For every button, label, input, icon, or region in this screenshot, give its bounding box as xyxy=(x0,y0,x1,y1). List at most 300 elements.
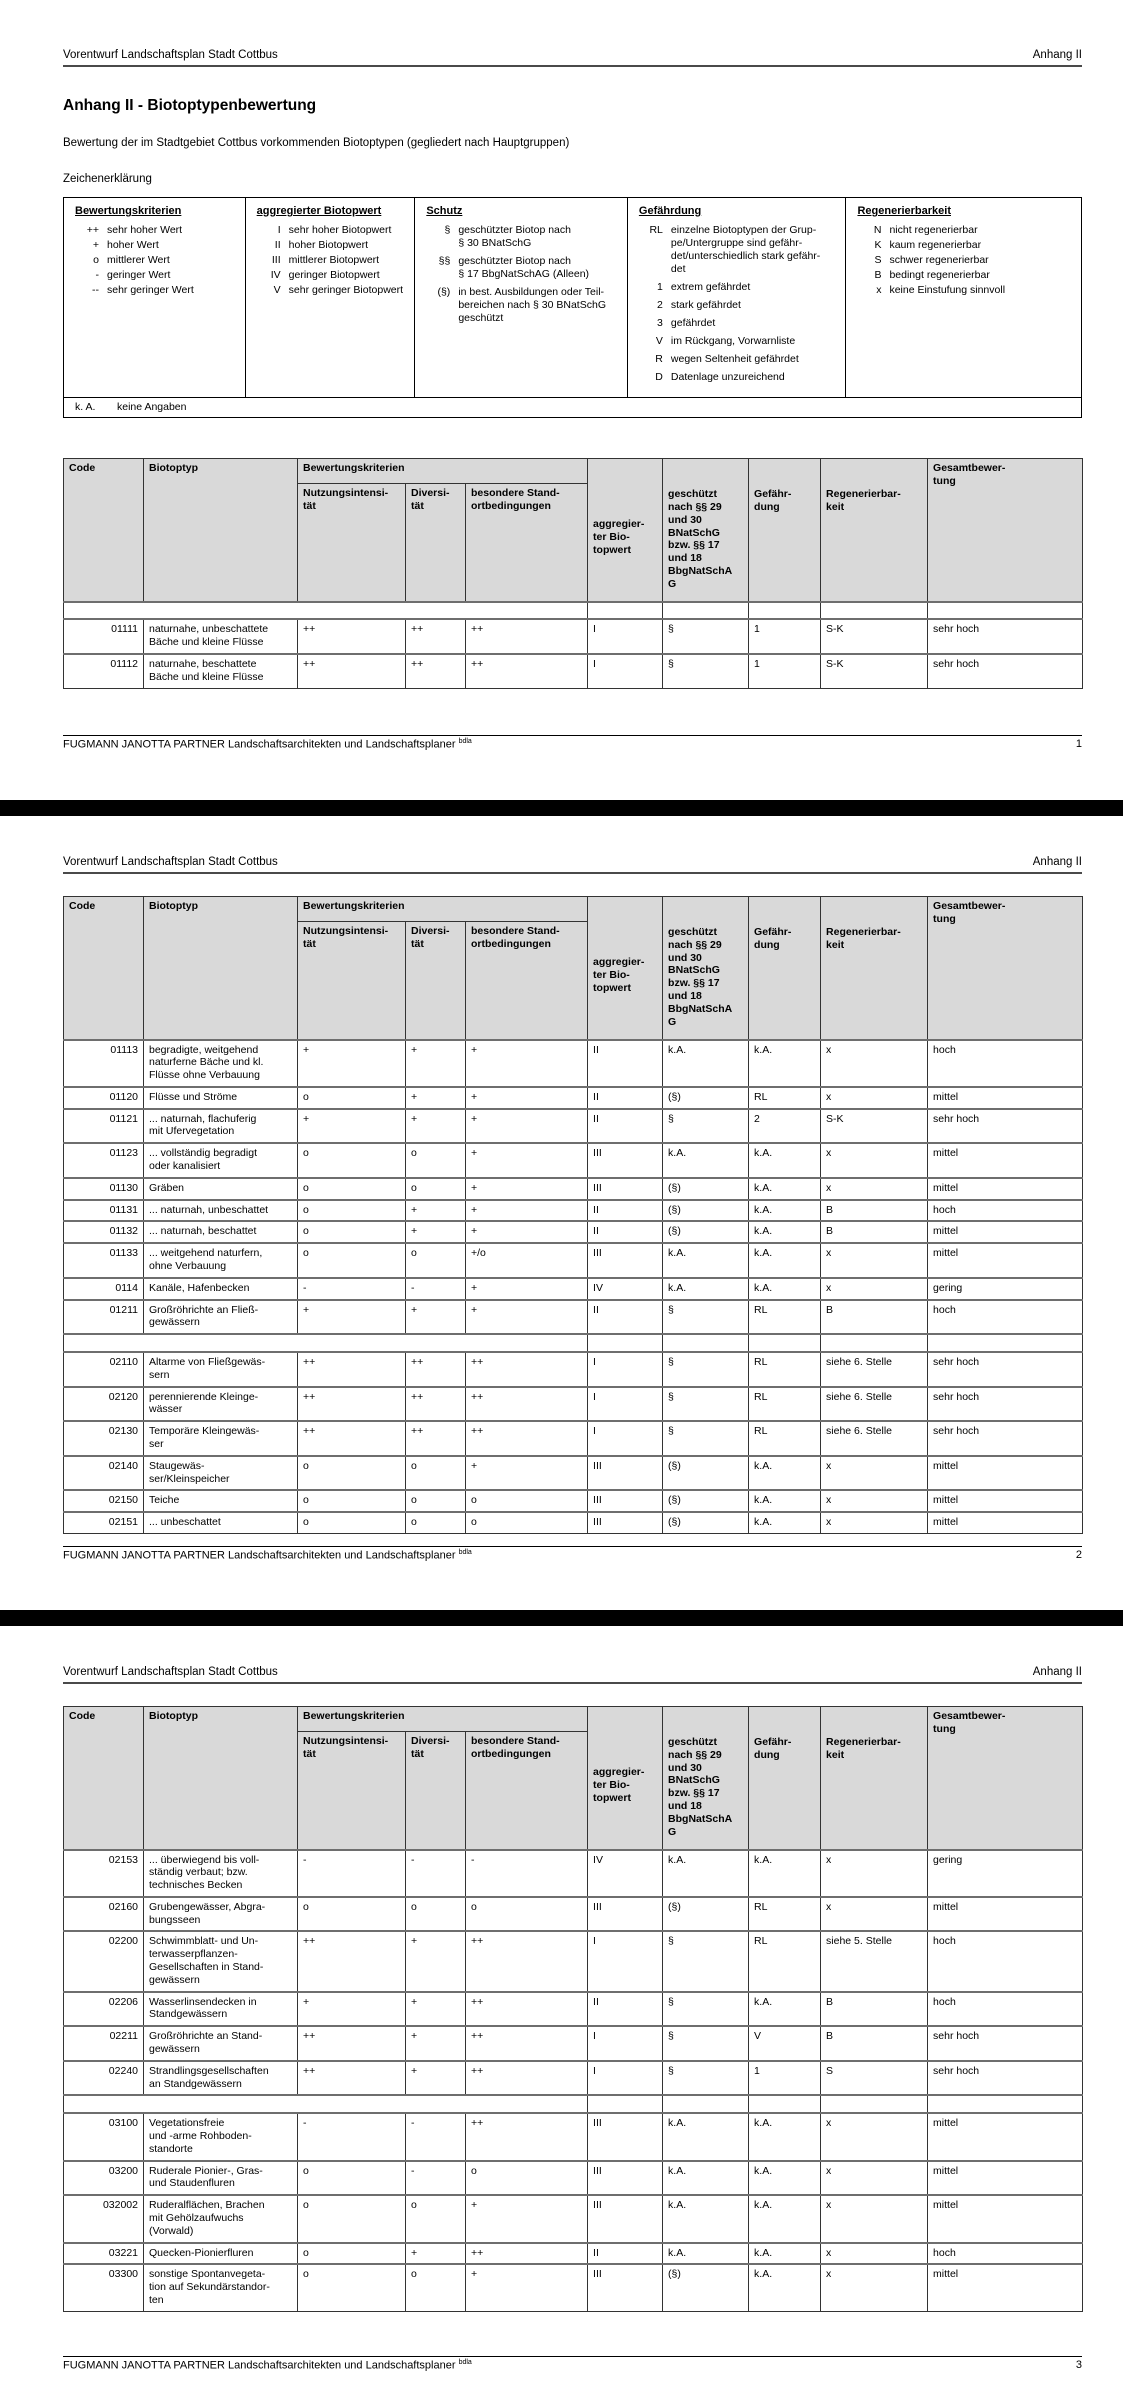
cell-schutz: § xyxy=(663,1421,749,1456)
legend-item xyxy=(75,284,237,297)
cell-code: 02200 xyxy=(64,1931,144,1991)
cell-code: 02211 xyxy=(64,2026,144,2061)
cell-biotoptyp: Staugewäs- ser/Kleinspeicher xyxy=(144,1456,298,1491)
cell-diversitaet: o xyxy=(406,1456,466,1491)
cell-nutzungsintensitaet: o xyxy=(298,1512,406,1533)
legend-note-text: keine Angaben xyxy=(117,401,187,414)
legend-item xyxy=(257,269,407,282)
legend-item-text: mittlerer Biotopwert xyxy=(288,254,380,267)
cell-gefaehrdung: RL xyxy=(749,1300,821,1335)
cell-gefaehrdung: k.A. xyxy=(749,1850,821,1897)
table-row xyxy=(64,2061,1083,2096)
legend-item-symbol: 1 xyxy=(657,281,663,294)
legend-item-text: geschützter Biotop nach § 17 BbgNatSchAG (Alleen) xyxy=(458,255,590,281)
cell-nutzungsintensitaet: ++ xyxy=(298,1387,406,1422)
legend-item-text: in best. Ausbildungen oder Teil- bereichen nach § 30 BNatSchG geschützt xyxy=(458,286,606,325)
document-footer xyxy=(63,2356,1082,2372)
col-header-diversitaet: Diversi- tät xyxy=(406,922,466,1040)
footer-text: FUGMANN JANOTTA PARTNER Landschaftsarchitekten und Landschaftsplaner $^{bdla}$ xyxy=(63,738,472,751)
table-row xyxy=(64,1300,1083,1335)
col-header-aggregierter-biotopwert: aggregier- ter Bio- topwert xyxy=(588,897,663,1040)
cell-aggregierter-biotopwert: III xyxy=(588,1897,663,1932)
legend-column-schutz xyxy=(415,198,628,397)
header-rule xyxy=(63,1682,1082,1684)
cell-aggregierter-biotopwert: III xyxy=(588,1243,663,1278)
legend-item xyxy=(857,254,1073,267)
cell-diversitaet: ++ xyxy=(406,1387,466,1422)
cell-schutz: (§) xyxy=(663,1456,749,1491)
col-header-geschuetzt: geschützt nach §§ 29 und 30 BNatSchG bzw. §§ 17 und 18 BbgNatSchA G xyxy=(663,1707,749,1850)
section-label: 01 Fließgewässer xyxy=(64,602,588,620)
col-header-bewertungskriterien: Bewertungskriterien xyxy=(298,1707,588,1732)
legend-item-text: kaum regenerierbar xyxy=(889,239,982,252)
page-separator xyxy=(0,1610,1123,1626)
legend-item xyxy=(257,239,407,252)
cell-regenerierbarkeit: x xyxy=(821,2195,928,2242)
legend-column-title: Schutz xyxy=(426,205,463,217)
legend-item xyxy=(257,254,407,267)
cell-gesamtbewertung: sehr hoch xyxy=(928,1109,1083,1144)
legend-column-aggregierter-biotopwert xyxy=(246,198,416,397)
section-cell-empty xyxy=(749,2095,821,2113)
table-row xyxy=(64,2113,1083,2160)
header-rule xyxy=(63,872,1082,874)
cell-diversitaet: o xyxy=(406,2195,466,2242)
cell-aggregierter-biotopwert: I xyxy=(588,1352,663,1387)
table-row xyxy=(64,2243,1083,2265)
cell-aggregierter-biotopwert: IV xyxy=(588,1278,663,1300)
legend-item xyxy=(857,269,1073,282)
page-1 xyxy=(0,0,1123,800)
cell-gesamtbewertung: mittel xyxy=(928,1512,1083,1533)
table-row xyxy=(64,2161,1083,2196)
cell-nutzungsintensitaet: o xyxy=(298,1490,406,1512)
cell-biotoptyp: ... naturnah, unbeschattet xyxy=(144,1200,298,1222)
cell-gesamtbewertung: sehr hoch xyxy=(928,1421,1083,1456)
cell-code: 03200 xyxy=(64,2161,144,2196)
intro-text: Bewertung der im Stadtgebiet Cottbus vorkommenden Biotoptypen (gegliedert nach Hauptgruppen) xyxy=(63,137,570,149)
cell-schutz: § xyxy=(663,2061,749,2096)
cell-standortbedingungen: + xyxy=(466,1109,588,1144)
cell-schutz: § xyxy=(663,1387,749,1422)
cell-regenerierbarkeit: x xyxy=(821,1850,928,1897)
legend-item xyxy=(75,269,237,282)
cell-standortbedingungen: o xyxy=(466,1512,588,1533)
legend-item-symbol: I xyxy=(277,224,281,236)
cell-gefaehrdung: k.A. xyxy=(749,1221,821,1243)
cell-nutzungsintensitaet: o xyxy=(298,1456,406,1491)
legend-column-title: aggregierter Biotopwert xyxy=(256,205,382,217)
cell-regenerierbarkeit: B xyxy=(821,1221,928,1243)
cell-biotoptyp: Grubengewässer, Abgra- bungsseen xyxy=(144,1897,298,1932)
col-header-nutzungsintensitaet: Nutzungsintensi- tät xyxy=(298,1732,406,1850)
legend-item-text: schwer regenerierbar xyxy=(889,254,989,267)
legend-item-symbol: § xyxy=(444,224,451,236)
cell-biotoptyp: Großröhrichte an Fließ- gewässern xyxy=(144,1300,298,1335)
cell-schutz: § xyxy=(663,654,749,688)
legend-item xyxy=(639,371,838,384)
legend-item-text: wegen Seltenheit gefährdet xyxy=(670,353,799,366)
cell-diversitaet: - xyxy=(406,1278,466,1300)
cell-gefaehrdung: k.A. xyxy=(749,2243,821,2265)
cell-biotoptyp: ... naturnah, beschattet xyxy=(144,1221,298,1243)
cell-schutz: k.A. xyxy=(663,2113,749,2160)
cell-code: 01130 xyxy=(64,1178,144,1200)
cell-schutz: (§) xyxy=(663,1221,749,1243)
legend-note-symbol: k. A. xyxy=(75,401,96,414)
legend-item xyxy=(75,254,237,267)
col-header-regenerierbarkeit: Regenerierbar- keit xyxy=(821,459,928,602)
footer-text: FUGMANN JANOTTA PARTNER Landschaftsarchitekten und Landschaftsplaner $^{bdla}$ xyxy=(63,2359,472,2372)
col-header-gesamtbewertung: Gesamtbewer- tung xyxy=(928,459,1083,602)
cell-gesamtbewertung: mittel xyxy=(928,2113,1083,2160)
header-right-text: Anhang II xyxy=(1032,49,1082,61)
col-header-aggregierter-biotopwert: aggregier- ter Bio- topwert xyxy=(588,459,663,602)
cell-biotoptyp: Kanäle, Hafenbecken xyxy=(144,1278,298,1300)
cell-code: 0114 xyxy=(64,1278,144,1300)
section-cell-empty xyxy=(821,602,928,620)
cell-regenerierbarkeit: siehe 6. Stelle xyxy=(821,1352,928,1387)
cell-nutzungsintensitaet: o xyxy=(298,1143,406,1178)
cell-gefaehrdung: k.A. xyxy=(749,1278,821,1300)
legend-item xyxy=(857,284,1073,297)
cell-standortbedingungen: o xyxy=(466,1897,588,1932)
cell-regenerierbarkeit: siehe 6. Stelle xyxy=(821,1421,928,1456)
cell-diversitaet: + xyxy=(406,2026,466,2061)
page-number: 2 xyxy=(1075,1549,1082,1561)
cell-standortbedingungen: ++ xyxy=(466,2113,588,2160)
table-row xyxy=(64,1143,1083,1178)
col-header-gefaehrdung: Gefähr- dung xyxy=(749,1707,821,1850)
legend-item xyxy=(426,286,619,325)
col-header-standortbedingungen: besondere Stand- ortbedingungen xyxy=(466,922,588,1040)
legend-item-symbol: II xyxy=(274,239,281,252)
cell-aggregierter-biotopwert: II xyxy=(588,1992,663,2027)
table-row xyxy=(64,2195,1083,2242)
cell-gesamtbewertung: sehr hoch xyxy=(928,2026,1083,2061)
cell-nutzungsintensitaet: - xyxy=(298,1278,406,1300)
col-header-bewertungskriterien: Bewertungskriterien xyxy=(298,897,588,922)
col-header-nutzungsintensitaet: Nutzungsintensi- tät xyxy=(298,484,406,602)
cell-diversitaet: ++ xyxy=(406,1421,466,1456)
cell-code: 02110 xyxy=(64,1352,144,1387)
col-header-standortbedingungen: besondere Stand- ortbedingungen xyxy=(466,1732,588,1850)
cell-gesamtbewertung: hoch xyxy=(928,2243,1083,2265)
cell-diversitaet: ++ xyxy=(406,654,466,688)
cell-gesamtbewertung: hoch xyxy=(928,1300,1083,1335)
cell-biotoptyp: Teiche xyxy=(144,1490,298,1512)
section-cell-empty xyxy=(588,602,663,620)
cell-diversitaet: - xyxy=(406,1850,466,1897)
cell-standortbedingungen: ++ xyxy=(466,2026,588,2061)
cell-code: 01120 xyxy=(64,1087,144,1109)
table-row xyxy=(64,1109,1083,1144)
footer-rule xyxy=(63,735,1082,736)
cell-aggregierter-biotopwert: II xyxy=(588,1109,663,1144)
cell-nutzungsintensitaet: o xyxy=(298,1200,406,1222)
cell-biotoptyp: ... überwiegend bis voll- ständig verbaut; bzw. technisches Becken xyxy=(144,1850,298,1897)
cell-regenerierbarkeit: x xyxy=(821,2264,928,2311)
table-header xyxy=(64,459,1083,602)
legend-item-symbol: -- xyxy=(92,284,99,297)
cell-biotoptyp: Gräben xyxy=(144,1178,298,1200)
cell-regenerierbarkeit: x xyxy=(821,1897,928,1932)
legend-item-symbol: IV xyxy=(270,269,281,282)
cell-biotoptyp: ... vollständig begradigt oder kanalisiert xyxy=(144,1143,298,1178)
cell-standortbedingungen: + xyxy=(466,1300,588,1335)
section-cell-empty xyxy=(821,2095,928,2113)
cell-gesamtbewertung: mittel xyxy=(928,2195,1083,2242)
cell-regenerierbarkeit: x xyxy=(821,1243,928,1278)
cell-aggregierter-biotopwert: I xyxy=(588,2026,663,2061)
cell-gefaehrdung: k.A. xyxy=(749,1143,821,1178)
document-header xyxy=(63,816,1082,869)
cell-schutz: § xyxy=(663,1109,749,1144)
cell-code: 02153 xyxy=(64,1850,144,1897)
cell-regenerierbarkeit: B xyxy=(821,1992,928,2027)
section-row xyxy=(64,602,1083,620)
cell-aggregierter-biotopwert: III xyxy=(588,1490,663,1512)
cell-standortbedingungen: ++ xyxy=(466,1992,588,2027)
cell-aggregierter-biotopwert: III xyxy=(588,2113,663,2160)
cell-diversitaet: - xyxy=(406,2161,466,2196)
cell-nutzungsintensitaet: - xyxy=(298,2113,406,2160)
cell-nutzungsintensitaet: ++ xyxy=(298,1352,406,1387)
cell-gesamtbewertung: mittel xyxy=(928,1897,1083,1932)
legend-item-text: stark gefährdet xyxy=(670,299,741,312)
cell-gefaehrdung: RL xyxy=(749,1387,821,1422)
cell-gefaehrdung: V xyxy=(749,2026,821,2061)
cell-diversitaet: + xyxy=(406,1221,466,1243)
cell-standortbedingungen: + xyxy=(466,1178,588,1200)
cell-gesamtbewertung: mittel xyxy=(928,2161,1083,2196)
cell-regenerierbarkeit: x xyxy=(821,1178,928,1200)
legend-columns xyxy=(64,198,1081,397)
header-left-text: Vorentwurf Landschaftsplan Stadt Cottbus xyxy=(63,1666,278,1678)
document-header xyxy=(63,1626,1082,1679)
cell-gefaehrdung: k.A. xyxy=(749,2264,821,2311)
legend-item-symbol: RL xyxy=(649,224,663,236)
cell-gesamtbewertung: mittel xyxy=(928,1143,1083,1178)
legend-item-symbol: S xyxy=(874,254,882,267)
legend-item xyxy=(426,224,619,250)
page-number: 1 xyxy=(1075,738,1082,750)
header-left-text: Vorentwurf Landschaftsplan Stadt Cottbus xyxy=(63,49,278,61)
cell-gefaehrdung: k.A. xyxy=(749,2161,821,2196)
cell-biotoptyp: ... unbeschattet xyxy=(144,1512,298,1533)
cell-code: 02240 xyxy=(64,2061,144,2096)
cell-gesamtbewertung: mittel xyxy=(928,1087,1083,1109)
cell-standortbedingungen: ++ xyxy=(466,619,588,654)
cell-biotoptyp: Ruderale Pionier-, Gras- und Staudenfluren xyxy=(144,2161,298,2196)
cell-gesamtbewertung: mittel xyxy=(928,2264,1083,2311)
cell-standortbedingungen: o xyxy=(466,1490,588,1512)
cell-schutz: (§) xyxy=(663,1200,749,1222)
legend-item-symbol: B xyxy=(874,269,882,282)
cell-regenerierbarkeit: B xyxy=(821,1300,928,1335)
legend-item xyxy=(857,239,1073,252)
cell-aggregierter-biotopwert: III xyxy=(588,2195,663,2242)
legend-item-symbol: §§ xyxy=(438,255,451,268)
section-cell-empty xyxy=(588,1334,663,1352)
cell-regenerierbarkeit: x xyxy=(821,2161,928,2196)
cell-gefaehrdung: 2 xyxy=(749,1109,821,1144)
cell-code: 01113 xyxy=(64,1040,144,1087)
legend-item xyxy=(639,281,838,294)
legend-item-symbol: (§) xyxy=(437,286,451,299)
cell-gefaehrdung: RL xyxy=(749,1087,821,1109)
cell-nutzungsintensitaet: o xyxy=(298,2161,406,2196)
cell-gesamtbewertung: mittel xyxy=(928,1243,1083,1278)
cell-biotoptyp: Ruderalflächen, Brachen mit Gehölzaufwuchs (Vorwald) xyxy=(144,2195,298,2242)
cell-schutz: (§) xyxy=(663,1087,749,1109)
cell-schutz: § xyxy=(663,1300,749,1335)
table-body xyxy=(64,602,1083,688)
legend-item-symbol: 2 xyxy=(657,299,663,312)
cell-biotoptyp: ... naturnah, flachuferig mit Ufervegetation xyxy=(144,1109,298,1144)
cell-code: 02160 xyxy=(64,1897,144,1932)
cell-regenerierbarkeit: x xyxy=(821,1456,928,1491)
col-header-code: Code xyxy=(64,897,144,1040)
cell-diversitaet: - xyxy=(406,2113,466,2160)
cell-biotoptyp: Vegetationsfreie und -arme Rohboden- standorte xyxy=(144,2113,298,2160)
cell-nutzungsintensitaet: o xyxy=(298,2264,406,2311)
cell-standortbedingungen: + xyxy=(466,1040,588,1087)
cell-aggregierter-biotopwert: I xyxy=(588,2061,663,2096)
cell-gefaehrdung: RL xyxy=(749,1352,821,1387)
cell-code: 032002 xyxy=(64,2195,144,2242)
table-row xyxy=(64,1931,1083,1991)
cell-schutz: k.A. xyxy=(663,1850,749,1897)
cell-nutzungsintensitaet: o xyxy=(298,2195,406,2242)
cell-diversitaet: + xyxy=(406,1931,466,1991)
cell-diversitaet: + xyxy=(406,1992,466,2027)
cell-diversitaet: o xyxy=(406,1897,466,1932)
cell-standortbedingungen: ++ xyxy=(466,2243,588,2265)
cell-standortbedingungen: + xyxy=(466,2264,588,2311)
biotope-table-page-2 xyxy=(63,896,1083,1534)
cell-standortbedingungen: + xyxy=(466,1143,588,1178)
cell-schutz: k.A. xyxy=(663,1243,749,1278)
cell-gesamtbewertung: sehr hoch xyxy=(928,1387,1083,1422)
legend-item-symbol: R xyxy=(655,353,663,366)
cell-gefaehrdung: k.A. xyxy=(749,1456,821,1491)
cell-regenerierbarkeit: S-K xyxy=(821,654,928,688)
cell-schutz: § xyxy=(663,1992,749,2027)
cell-regenerierbarkeit: S xyxy=(821,2061,928,2096)
cell-aggregierter-biotopwert: II xyxy=(588,1087,663,1109)
table-row xyxy=(64,1243,1083,1278)
legend-column-regenerierbarkeit xyxy=(846,198,1081,397)
cell-gefaehrdung: k.A. xyxy=(749,2113,821,2160)
table-row xyxy=(64,1087,1083,1109)
cell-biotoptyp: Wasserlinsendecken in Standgewässern xyxy=(144,1992,298,2027)
cell-schutz: § xyxy=(663,2026,749,2061)
legend-item-text: sehr hoher Biotopwert xyxy=(288,224,392,236)
cell-code: 02151 xyxy=(64,1512,144,1533)
cell-standortbedingungen: + xyxy=(466,1087,588,1109)
cell-nutzungsintensitaet: ++ xyxy=(298,2061,406,2096)
table-row xyxy=(64,1278,1083,1300)
table-row xyxy=(64,1850,1083,1897)
cell-diversitaet: o xyxy=(406,1143,466,1178)
section-row xyxy=(64,2095,1083,2113)
page-separator xyxy=(0,800,1123,816)
col-header-biotoptyp: Biotoptyp xyxy=(144,459,298,602)
cell-aggregierter-biotopwert: I xyxy=(588,1931,663,1991)
cell-regenerierbarkeit: x xyxy=(821,2243,928,2265)
header-left-text: Vorentwurf Landschaftsplan Stadt Cottbus xyxy=(63,856,278,868)
table-row xyxy=(64,1512,1083,1533)
col-header-regenerierbarkeit: Regenerierbar- keit xyxy=(821,1707,928,1850)
col-header-diversitaet: Diversi- tät xyxy=(406,1732,466,1850)
cell-nutzungsintensitaet: ++ xyxy=(298,2026,406,2061)
cell-nutzungsintensitaet: o xyxy=(298,1178,406,1200)
legend-column-gefaehrdung xyxy=(628,198,847,397)
cell-diversitaet: ++ xyxy=(406,1352,466,1387)
cell-standortbedingungen: + xyxy=(466,1456,588,1491)
legend-item-symbol: N xyxy=(873,224,882,236)
legend-item-text: einzelne Biotoptypen der Grup- pe/Untergruppe sind gefähr- det/unterschiedlich stark gefähr- det xyxy=(670,224,821,276)
cell-code: 01112 xyxy=(64,654,144,688)
page-2 xyxy=(0,816,1123,1610)
legend-item xyxy=(639,317,838,330)
cell-gesamtbewertung: mittel xyxy=(928,1456,1083,1491)
cell-aggregierter-biotopwert: III xyxy=(588,1512,663,1533)
legend-item-text: im Rückgang, Vorwarnliste xyxy=(670,335,796,348)
cell-standortbedingungen: +/o xyxy=(466,1243,588,1278)
table-row xyxy=(64,1387,1083,1422)
header-rule xyxy=(63,65,1082,67)
document-footer xyxy=(63,735,1082,751)
cell-nutzungsintensitaet: ++ xyxy=(298,1421,406,1456)
cell-nutzungsintensitaet: - xyxy=(298,1850,406,1897)
cell-biotoptyp: Großröhrichte an Stand- gewässern xyxy=(144,2026,298,2061)
legend-item xyxy=(257,284,407,297)
legend-item-symbol: - xyxy=(95,269,99,282)
cell-code: 01131 xyxy=(64,1200,144,1222)
legend-item-text: extrem gefährdet xyxy=(670,281,751,294)
cell-gefaehrdung: k.A. xyxy=(749,1512,821,1533)
cell-schutz: k.A. xyxy=(663,2161,749,2196)
legend-item xyxy=(639,353,838,366)
table-header xyxy=(64,1707,1083,1850)
cell-biotoptyp: Flüsse und Ströme xyxy=(144,1087,298,1109)
legend-item-symbol: + xyxy=(92,239,99,252)
cell-aggregierter-biotopwert: I xyxy=(588,619,663,654)
cell-nutzungsintensitaet: o xyxy=(298,1087,406,1109)
cell-gefaehrdung: RL xyxy=(749,1421,821,1456)
cell-aggregierter-biotopwert: II xyxy=(588,1200,663,1222)
col-header-diversitaet: Diversi- tät xyxy=(406,484,466,602)
col-header-biotoptyp: Biotoptyp xyxy=(144,1707,298,1850)
cell-schutz: (§) xyxy=(663,1512,749,1533)
cell-biotoptyp: Strandlingsgesellschaften an Standgewässern xyxy=(144,2061,298,2096)
legend-item-text: keine Einstufung sinnvoll xyxy=(889,284,1006,297)
section-cell-empty xyxy=(663,602,749,620)
cell-code: 01121 xyxy=(64,1109,144,1144)
col-header-standortbedingungen: besondere Stand- ortbedingungen xyxy=(466,484,588,602)
cell-nutzungsintensitaet: + xyxy=(298,1109,406,1144)
col-header-regenerierbarkeit: Regenerierbar- keit xyxy=(821,897,928,1040)
table-body xyxy=(64,1850,1083,2312)
cell-gefaehrdung: 1 xyxy=(749,619,821,654)
legend-note xyxy=(64,397,1081,417)
col-header-gesamtbewertung: Gesamtbewer- tung xyxy=(928,1707,1083,1850)
cell-gefaehrdung: k.A. xyxy=(749,2195,821,2242)
table-row xyxy=(64,1040,1083,1087)
section-cell-empty xyxy=(663,2095,749,2113)
